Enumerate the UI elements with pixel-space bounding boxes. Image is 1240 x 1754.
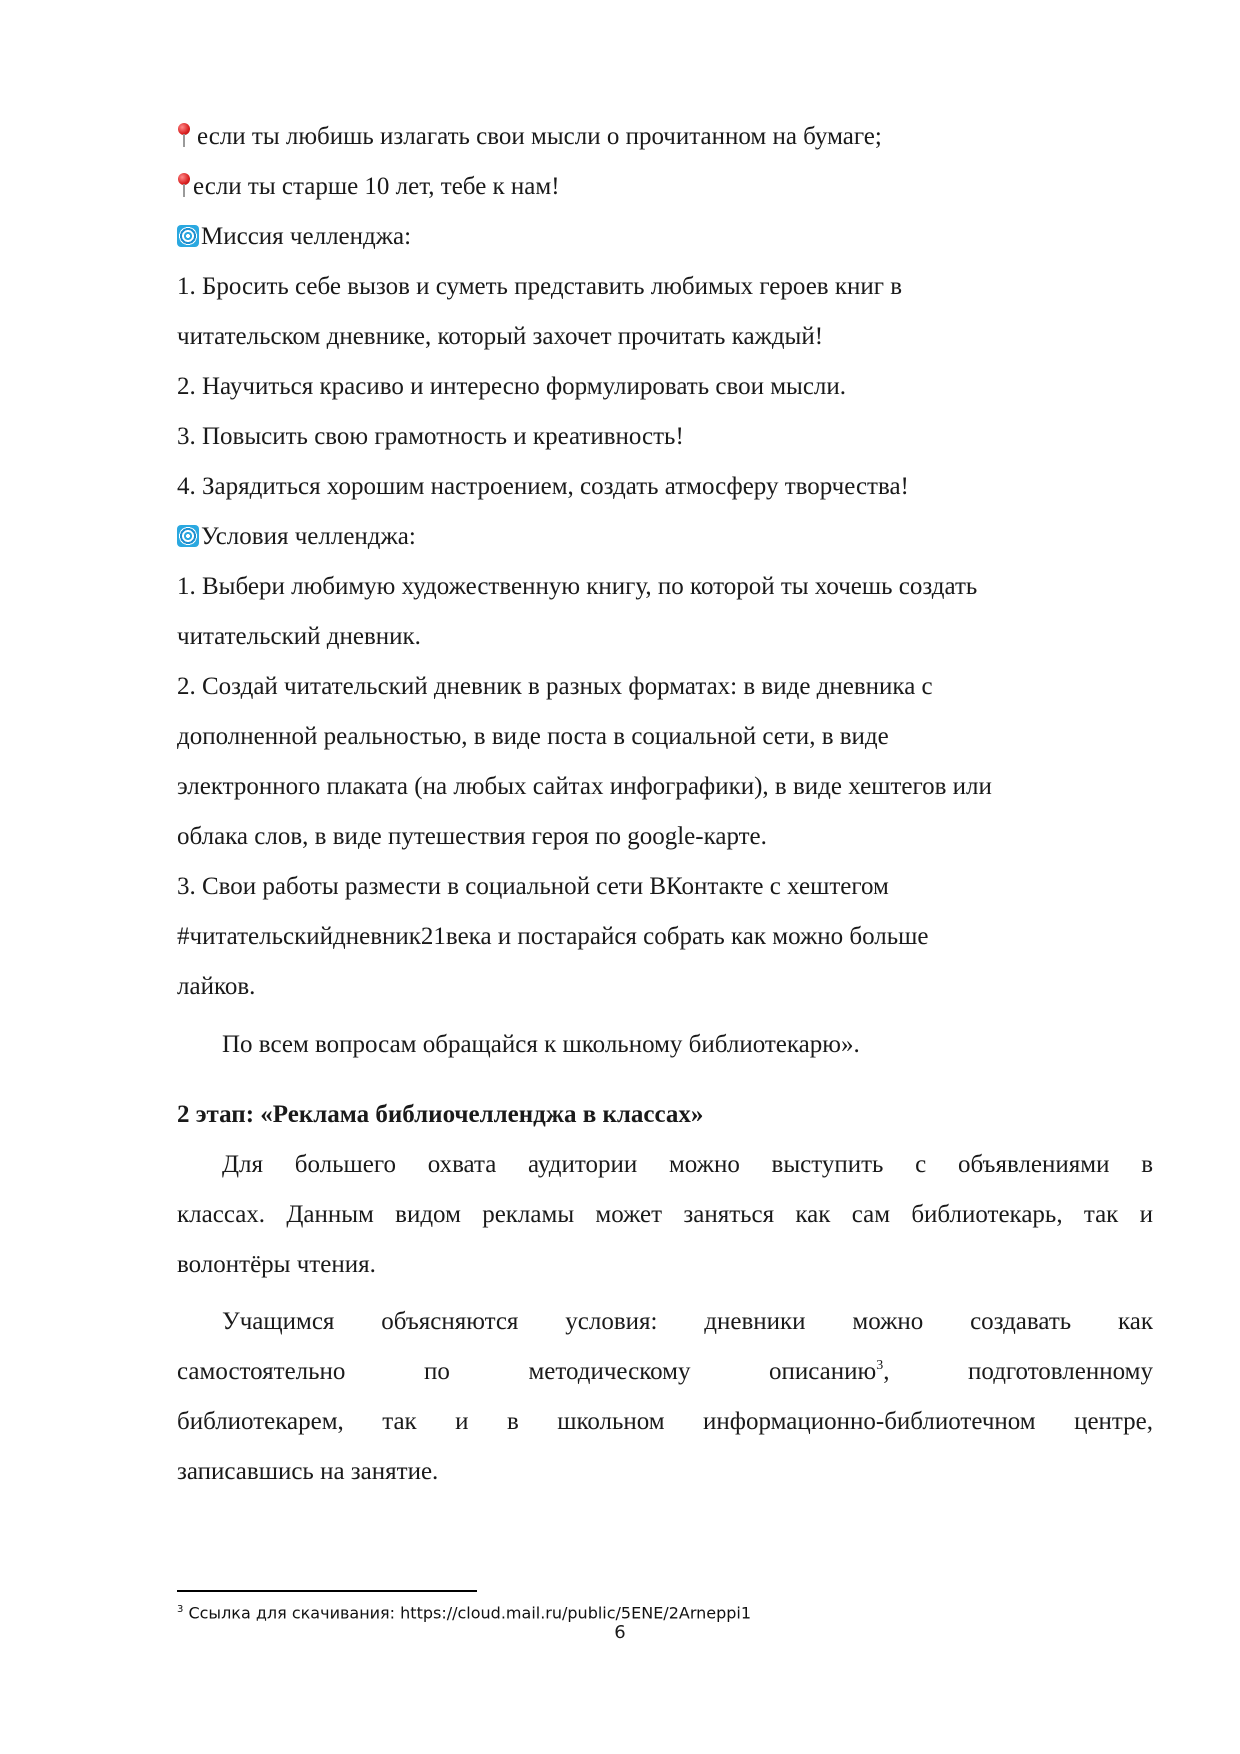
condition-item-2b: дополненной реальностью, в виде поста в социальной сети, в виде: [177, 723, 889, 750]
conditions-title: [177, 522, 416, 552]
cyclone-icon: [177, 225, 199, 247]
paragraph-2-line-4: записавшись на занятие.: [177, 1458, 439, 1485]
cyclone-icon: [177, 525, 199, 547]
footnote-number: 3: [177, 1604, 184, 1615]
mission-title: [177, 222, 411, 252]
paragraph-1-line-3: волонтёры чтения.: [177, 1251, 376, 1278]
condition-item-3a: 3. Свои работы размести в социальной сети ВКонтакте с хештегом: [177, 873, 889, 900]
pushpin-icon: [177, 172, 191, 198]
footnote-text[interactable]: Ссылка для скачивания: https://cloud.mail.ru/public/5ENE/2Arneppi1: [183, 1603, 752, 1623]
bullet-text-2: если ты старше 10 лет, тебе к нам!: [193, 173, 560, 200]
condition-item-3c: лайков.: [177, 973, 256, 1000]
p2-word: по: [424, 1358, 450, 1385]
footnote-ref[interactable]: 3: [876, 1358, 884, 1373]
bullet-line-1: [177, 122, 882, 152]
paragraph-2-line-2: [177, 1357, 1153, 1387]
condition-item-2a: 2. Создай читательский дневник в разных форматах: в виде дневника с: [177, 673, 933, 700]
paragraph-1-line-2: классах. Данным видом рекламы может заняться как сам библиотекарь, так и: [177, 1201, 1153, 1228]
page-number: 6: [614, 1622, 626, 1643]
footnote: [177, 1600, 751, 1623]
condition-item-2d: облака слов, в виде путешествия героя по google-карте.: [177, 823, 767, 850]
paragraph-2-line-3: библиотекарем, так и в школьном информационно-библиотечном центре,: [177, 1408, 1153, 1435]
condition-item-1a: 1. Выбери любимую художественную книгу, по которой ты хочешь создать: [177, 573, 978, 600]
bullet-text-1: если ты любишь излагать свои мысли о прочитанном на бумаге;: [197, 123, 882, 150]
mission-item-2: 2. Научиться красиво и интересно формулировать свои мысли.: [177, 373, 847, 400]
p2-word: методическому: [528, 1358, 691, 1385]
closing-line: По всем вопросам обращайся к школьному библиотекарю».: [222, 1031, 860, 1058]
p2-word: подготовленному: [968, 1358, 1153, 1385]
mission-item-1a: 1. Бросить себе вызов и суметь представить любимых героев книг в: [177, 273, 903, 300]
bullet-line-2: [177, 172, 560, 202]
pushpin-icon: [177, 122, 191, 148]
conditions-title-text: Условия челленджа:: [201, 523, 416, 550]
stage-heading: 2 этап: «Реклама библиочелленджа в классах»: [177, 1101, 704, 1128]
mission-item-4: 4. Зарядиться хорошим настроением, создать атмосферу творчества!: [177, 473, 909, 500]
p2-word-ref: описанию$^3$,: [769, 1358, 890, 1385]
paragraph-1-line-1: Для большего охвата аудитории можно выступить с объявлениями в: [222, 1151, 1153, 1178]
mission-title-text: Миссия челленджа:: [201, 223, 412, 250]
mission-item-3: 3. Повысить свою грамотность и креативность!: [177, 423, 684, 450]
condition-item-1b: читательский дневник.: [177, 623, 421, 650]
paragraph-2-line-1: Учащимся объясняются условия: дневники можно создавать как: [222, 1308, 1153, 1335]
mission-item-1b: читательском дневнике, который захочет прочитать каждый!: [177, 323, 824, 350]
condition-item-2c: электронного плаката (на любых сайтах инфографики), в виде хештегов или: [177, 773, 992, 800]
condition-item-3b: #читательскийдневник21века и постарайся собрать как можно больше: [177, 923, 929, 950]
p2-word: самостоятельно: [177, 1358, 346, 1385]
footnote-separator: [177, 1590, 477, 1592]
